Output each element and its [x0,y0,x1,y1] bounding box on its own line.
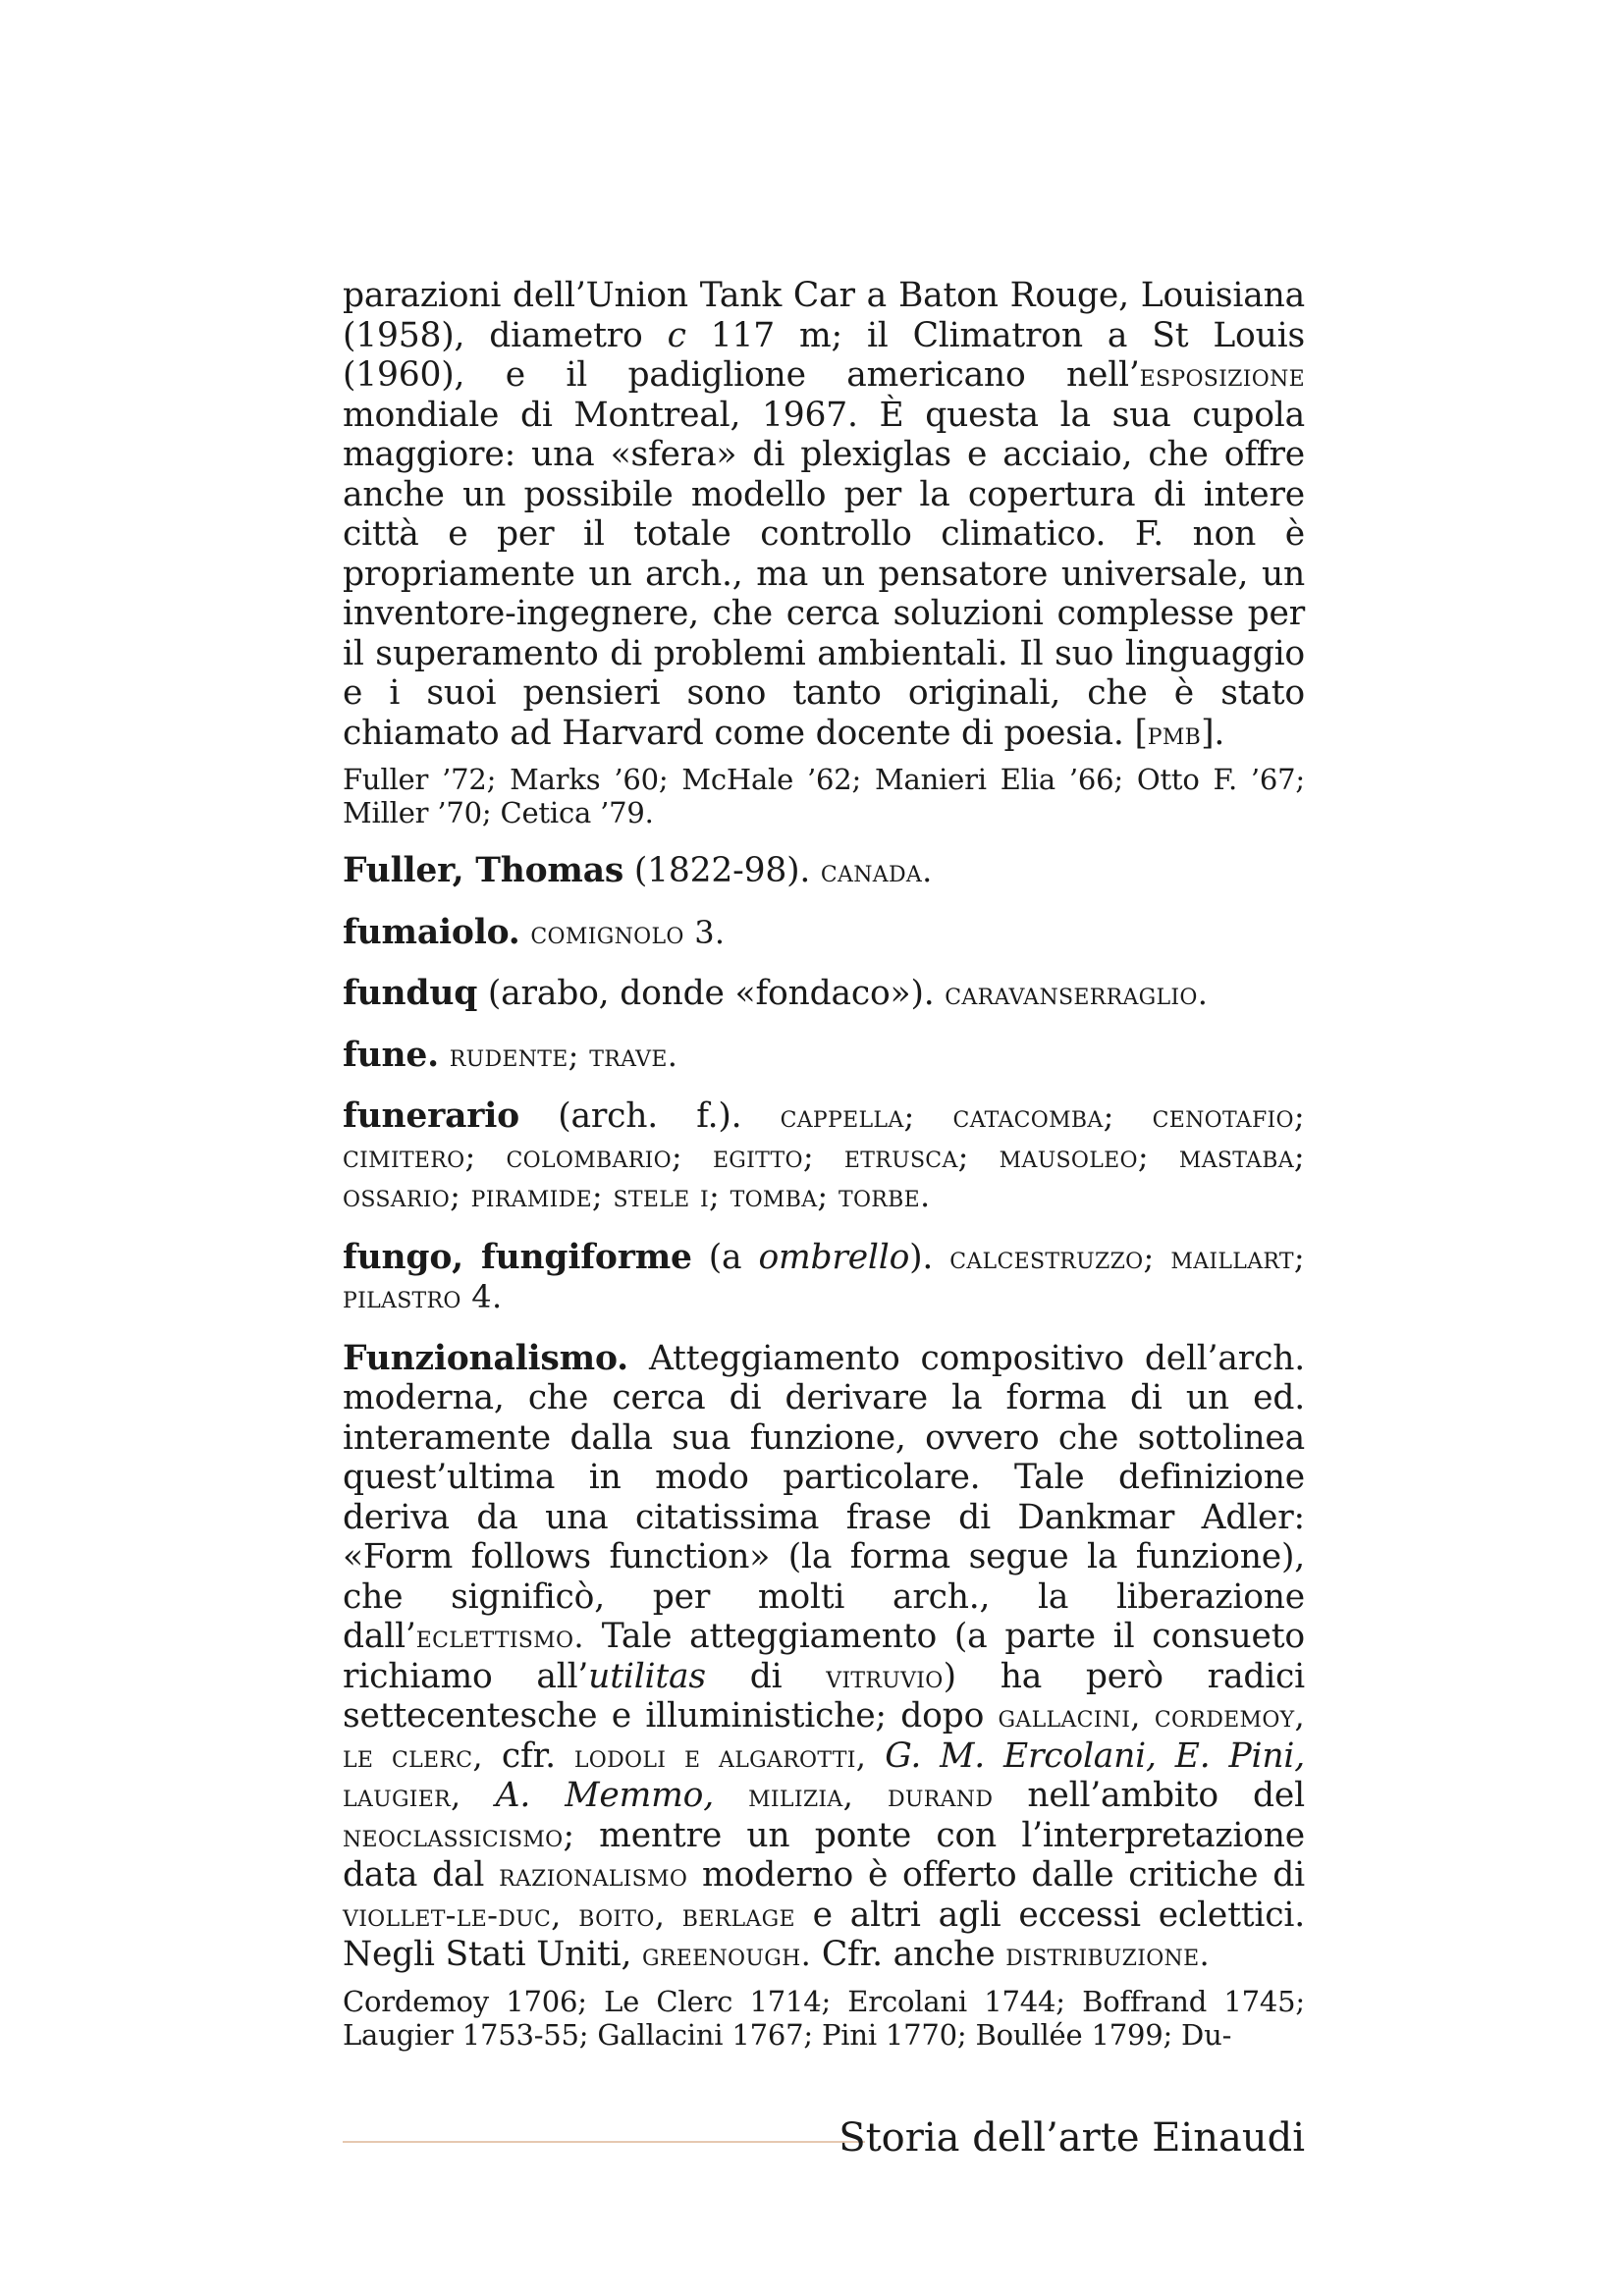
entry-fuller-continuation: parazioni dell’Union Tank Car a Baton Rouge, Louisiana (1958), diametro c 117 m; il Climatron a St Louis (1960), e il padiglione americano nell’esposizione mondiale di Montreal, 1967. È questa la sua cupola maggiore: una «sfera» di plexiglas e acciaio, che offre anche un possibile modello per la copertura di intere città e per il totale controllo climatico. F. non è propriamente un arch., ma un pensatore universale, un inventore-ingegnere, che cerca soluzioni complesse per il superamento di problemi ambientali. Il suo linguaggio e i suoi pensieri sono tanto originali, che è stato chiamato ad Harvard come docente di poesia. [pmb]. [343,276,1305,753]
cross-ref: rudente; trave. [449,1036,678,1074]
page-footer [343,2113,1305,2163]
headword: funduq [343,974,478,1013]
cross-ref: canada. [820,852,933,889]
entry-fungo: fungo, fungiforme (a ombrello). calcestruzzo; maillart; pilastro 4. [343,1237,1305,1315]
headword: fumaiolo. [343,912,520,952]
publisher-title: Storia dell’arte Einaudi [839,2115,1305,2161]
bibliography: Fuller ’72; Marks ’60; McHale ’62; Manieri Elia ’66; Otto F. ’67; Miller ’70; Cetica ’79. [343,763,1305,829]
italic-ombrello: ombrello [758,1237,910,1277]
entry-funzionalismo: Funzionalismo. Atteggiamento compositivo dell’arch. moderna, che cerca di derivare la forma di un ed. interamente dalla sua funzione, ovvero che sottolinea quest’ultima in modo particolare. Tale definizione deriva da una citatissima frase di Dankmar Adler: «Form follows function» (la forma segue la funzione), che significò, per molti arch., la liberazione dall’eclettismo. Tale atteggiamento (a parte il consueto richiamo all’utilitas di vitruvio) ha però radici settecentesche e illuministiche; dopo gallacini, cordemoy, le clerc, cfr. lodoli e algarotti, G. M. Ercolani, E. Pini, laugier, A. Memmo, milizia, durand nell’ambito del neoclassicismo; mentre un ponte con l’interpretazione data dal razionalismo moderno è offerto dalle critiche di viollet-le-duc, boito, berlage e altri agli eccessi eclettici. Negli Stati Uniti, greenough. Cfr. anche distribuzione. [343,1338,1305,1974]
entry-fuller-thomas: Fuller, Thomas (1822-98). canada. [343,851,933,890]
cross-ref: esposizione [1139,356,1305,394]
italic-c: c [667,315,686,355]
headword: Fuller, Thomas [343,851,624,890]
footer-divider [343,2141,865,2143]
author-initials: pmb [1147,714,1202,752]
entry-fune [343,1036,1305,1076]
cross-ref: cappella; catacomba; cenotafio; cimitero; colombario; egitto; etrusca; mausoleo; mastaba; ossario; piramide; stele i; tomba; torbe. [343,1097,1305,1214]
entry-fumaiolo [343,913,1305,953]
bibliography: Cordemoy 1706; Le Clerc 1714; Ercolani 1744; Boffrand 1745; Laugier 1753-55; Gallacini 1767; Pini 1770; Boullée 1799; Du- [343,1984,1305,2052]
cross-ref: calcestruzzo; maillart; pilastro 4. [343,1238,1305,1315]
headword: funerario [343,1096,519,1136]
entry-funerario: funerario (arch. f.). cappella; catacomba; cenotafio; cimitero; colombario; egitto; etrusca; mausoleo; mastaba; ossario; piramide; stele i; tomba; torbe. [343,1096,1305,1214]
headword: fungo, fungiforme [343,1237,692,1277]
cross-ref: comignolo 3. [530,913,726,951]
cross-ref: caravanserraglio. [945,975,1209,1012]
headword: fune. [343,1035,439,1075]
page-body [343,276,1305,2052]
entry-funduq: funduq (arabo, donde «fondaco»). caravanserraglio. [343,974,1209,1013]
headword: Funzionalismo. [343,1338,628,1378]
